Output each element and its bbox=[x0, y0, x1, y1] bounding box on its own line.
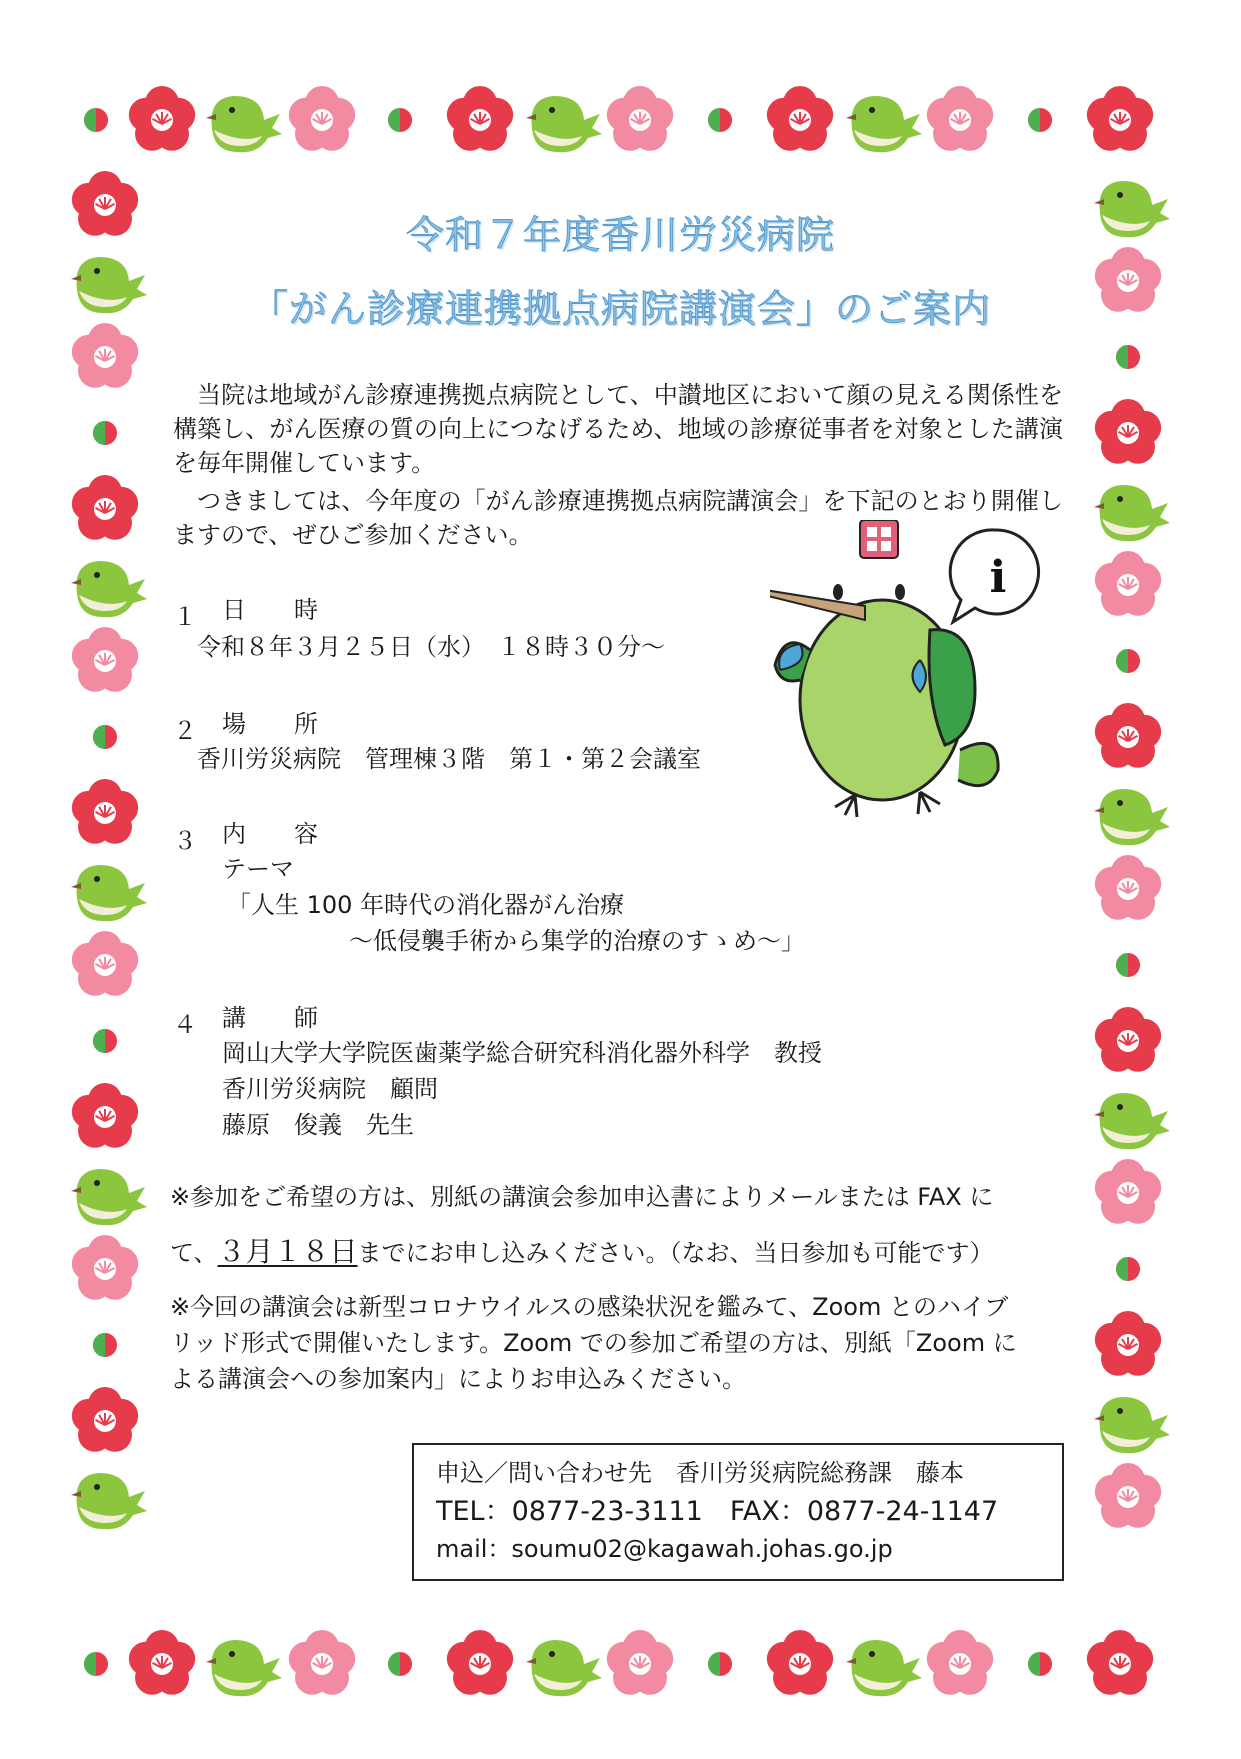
bird-icon bbox=[71, 865, 147, 921]
plum-flower-icon bbox=[607, 86, 673, 151]
svg-text:i: i bbox=[989, 552, 1007, 603]
plum-flower-icon bbox=[447, 1630, 513, 1695]
contact-box bbox=[412, 1443, 1064, 1581]
bud-icon bbox=[93, 725, 117, 749]
bird-icon bbox=[1094, 1093, 1170, 1149]
note-zoom-line1: ※今回の講演会は新型コロナウイルスの感染状況を鑑みて、Zoom とのハイブ bbox=[170, 1293, 1009, 1321]
bud-icon bbox=[708, 108, 732, 132]
intro-paragraph-2: つきましては、今年度の「がん診療連携拠点病院講演会」を下記のとおり開催しますので、ぜひご参加ください。 bbox=[173, 487, 1063, 549]
bud-icon bbox=[708, 1652, 732, 1676]
bud-icon bbox=[1116, 649, 1140, 673]
bird-icon bbox=[1094, 1397, 1170, 1453]
plum-flower-icon bbox=[72, 931, 138, 996]
plum-flower-icon bbox=[1087, 86, 1153, 151]
plum-flower-icon bbox=[767, 1630, 833, 1695]
bird-icon bbox=[526, 1640, 602, 1696]
intro-paragraph-1: 当院は地域がん診療連携拠点病院として、中讃地区において顔の見える関係性を構築し、がん医療の質の向上につなげるため、地域の診療従事者を対象とした講演を毎年開催しています。 bbox=[173, 381, 1063, 477]
bird-icon bbox=[526, 96, 602, 152]
plum-flower-icon bbox=[1095, 551, 1161, 616]
theme-title-line1: 「人生 100 年時代の消化器がん治療 bbox=[227, 891, 625, 919]
bird-icon bbox=[206, 1640, 282, 1696]
bud-icon bbox=[93, 1333, 117, 1357]
note-registration-line1: ※参加をご希望の方は、別紙の講演会参加申込書によりメールまたは FAX に bbox=[170, 1183, 994, 1211]
section-heading: 内 容 bbox=[222, 820, 318, 848]
lecturer-position: 香川労災病院 顧問 bbox=[222, 1075, 438, 1103]
plum-flower-icon bbox=[1095, 399, 1161, 464]
plum-flower-icon bbox=[1095, 703, 1161, 768]
plum-flower-icon bbox=[289, 1630, 355, 1695]
bud-icon bbox=[1116, 953, 1140, 977]
note-zoom-line3: よる講演会への参加案内」によりお申込みください。 bbox=[170, 1365, 746, 1393]
lecturer-affiliation: 岡山大学大学院医歯薬学総合研究科消化器外科学 教授 bbox=[222, 1039, 822, 1067]
bird-icon bbox=[206, 96, 282, 152]
plum-flower-icon bbox=[927, 86, 993, 151]
note-text: て、 bbox=[170, 1239, 218, 1267]
contact-phone-fax: TEL：0877-23-3111 FAX：0877-24-1147 bbox=[436, 1496, 999, 1527]
section-heading: 日 時 bbox=[222, 596, 318, 624]
bud-icon bbox=[388, 108, 412, 132]
plum-flower-icon bbox=[1095, 1311, 1161, 1376]
plum-flower-icon bbox=[1095, 1007, 1161, 1072]
plum-flower-icon bbox=[72, 1387, 138, 1452]
contact-email: mail：soumu02@kagawah.johas.go.jp bbox=[436, 1535, 893, 1563]
plum-flower-icon bbox=[72, 475, 138, 540]
plum-flower-icon bbox=[72, 1235, 138, 1300]
plum-flower-icon bbox=[1087, 1630, 1153, 1695]
plum-flower-icon bbox=[129, 86, 195, 151]
theme-title-line2: ～低侵襲手術から集学的治療のすゝめ～」 bbox=[349, 927, 805, 955]
mascot-bird bbox=[770, 520, 1070, 850]
plum-flower-icon bbox=[927, 1630, 993, 1695]
note-text: までにお申し込みください。（なお、当日参加も可能です） bbox=[357, 1239, 994, 1267]
bud-icon bbox=[388, 1652, 412, 1676]
plum-flower-icon bbox=[1095, 1463, 1161, 1528]
plum-flower-icon bbox=[1095, 1159, 1161, 1224]
section-number: ４ bbox=[173, 1011, 197, 1039]
bird-icon bbox=[1094, 789, 1170, 845]
section-heading: 講 師 bbox=[222, 1004, 318, 1032]
plum-flower-icon bbox=[72, 1083, 138, 1148]
lecturer-name: 藤原 俊義 先生 bbox=[222, 1111, 414, 1139]
bird-icon bbox=[71, 1169, 147, 1225]
note-registration-line2 bbox=[170, 1235, 994, 1270]
plum-flower-icon bbox=[607, 1630, 673, 1695]
bud-icon bbox=[93, 421, 117, 445]
plum-flower-icon bbox=[289, 86, 355, 151]
bud-icon bbox=[1028, 1652, 1052, 1676]
plum-flower-icon bbox=[72, 779, 138, 844]
plum-flower-icon bbox=[1095, 855, 1161, 920]
bird-icon bbox=[846, 1640, 922, 1696]
bird-icon bbox=[71, 1473, 147, 1529]
contact-department: 申込／問い合わせ先 香川労災病院総務課 藤本 bbox=[436, 1459, 964, 1487]
section-heading: 場 所 bbox=[222, 710, 318, 738]
plum-flower-icon bbox=[767, 86, 833, 151]
info-bubble-icon bbox=[950, 530, 1038, 622]
note-zoom-line2: リッド形式で開催いたします。Zoom での参加ご希望の方は、別紙「Zoom に bbox=[170, 1329, 1017, 1357]
theme-label: テーマ bbox=[222, 855, 294, 883]
page-title-line2: 「がん診療連携拠点病院講演会」のご案内 bbox=[249, 287, 991, 331]
page-title-line1: 令和７年度香川労災病院 bbox=[405, 213, 835, 257]
bird-icon bbox=[71, 561, 147, 617]
deadline-date: ３月１８日 bbox=[217, 1235, 358, 1268]
bud-icon bbox=[84, 108, 108, 132]
event-datetime: 令和８年３月２５日（水） １８時３０分～ bbox=[197, 633, 665, 661]
bird-icon bbox=[1094, 485, 1170, 541]
plum-flower-icon bbox=[72, 627, 138, 692]
bud-icon bbox=[1116, 345, 1140, 369]
bud-icon bbox=[1116, 1257, 1140, 1281]
section-number: ２ bbox=[173, 717, 197, 745]
plum-flower-icon bbox=[447, 86, 513, 151]
bud-icon bbox=[93, 1029, 117, 1053]
bud-icon bbox=[1028, 108, 1052, 132]
bird-icon bbox=[846, 96, 922, 152]
event-place: 香川労災病院 管理棟３階 第１・第２会議室 bbox=[197, 745, 701, 773]
bud-icon bbox=[84, 1652, 108, 1676]
section-number: ３ bbox=[173, 827, 197, 855]
plum-flower-icon bbox=[129, 1630, 195, 1695]
section-number: １ bbox=[173, 603, 197, 631]
